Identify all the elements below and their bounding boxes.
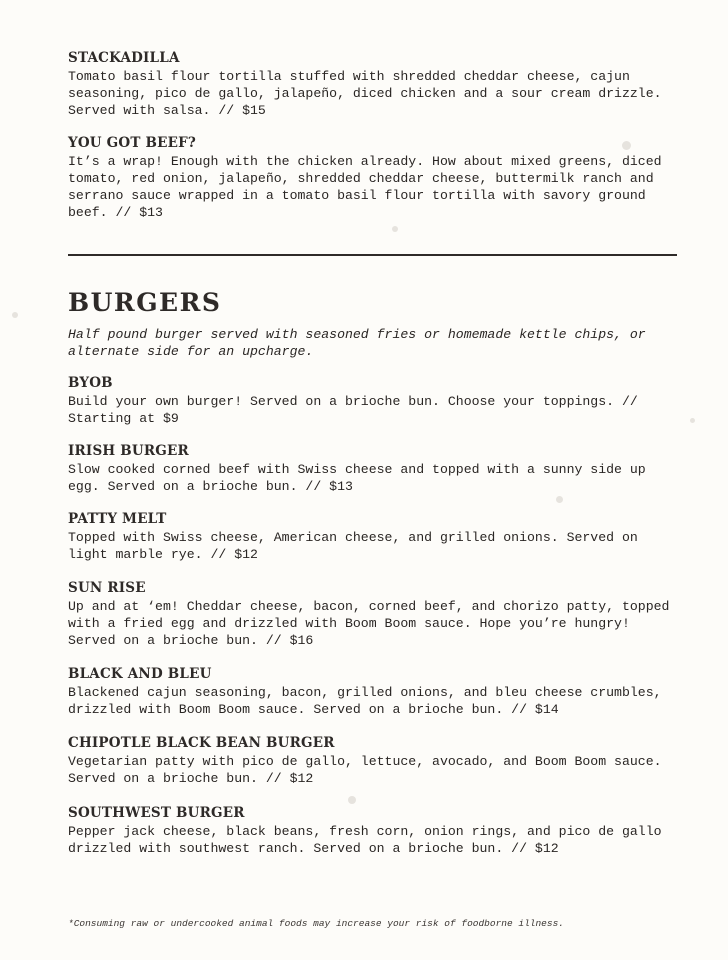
item-name: SOUTHWEST BURGER: [68, 805, 245, 821]
menu-item-sun-rise: [68, 580, 680, 649]
item-description: Vegetarian patty with pico de gallo, lettuce, avocado, and Boom Boom sauce. Served on a brioche bun. // $12: [68, 754, 662, 786]
item-name: BYOB: [68, 375, 113, 391]
menu-item-black-and-bleu: [68, 666, 680, 718]
menu-item-southwest-burger: [68, 805, 680, 857]
menu-item-you-got-beef: [68, 135, 680, 221]
item-description: Build your own burger! Served on a brioche bun. Choose your toppings. // Starting at $9: [68, 394, 638, 426]
item-name: BLACK AND BLEU: [68, 666, 212, 682]
item-name: PATTY MELT: [68, 511, 167, 527]
item-description: Tomato basil flour tortilla stuffed with shredded cheddar cheese, cajun seasoning, pico de gallo, jalapeño, diced chicken and a sour cream drizzle. Served with salsa. // $15: [68, 69, 662, 118]
menu-item-stackadilla: [68, 50, 680, 119]
menu-item-byob: [68, 375, 680, 427]
item-description: Pepper jack cheese, black beans, fresh corn, onion rings, and pico de gallo drizzled with southwest ranch. Served on a brioche bun. // $12: [68, 824, 662, 856]
paper-speck: [12, 312, 18, 318]
paper-speck: [348, 796, 356, 804]
menu-item-patty-melt: [68, 511, 680, 563]
menu-item-irish-burger: [68, 443, 680, 495]
item-name: SUN RISE: [68, 580, 146, 596]
item-description: Slow cooked corned beef with Swiss cheese and topped with a sunny side up egg. Served on a brioche bun. // $13: [68, 462, 646, 494]
item-description: Topped with Swiss cheese, American cheese, and grilled onions. Served on light marble rye. // $12: [68, 530, 638, 562]
item-description: Up and at ‘em! Cheddar cheese, bacon, corned beef, and chorizo patty, topped with a fried egg and drizzled with Boom Boom sauce. Hope you’re hungry! Served on a brioche bun. // $16: [68, 599, 670, 648]
item-description: It’s a wrap! Enough with the chicken already. How about mixed greens, diced tomato, red onion, jalapeño, shredded cheddar cheese, buttermilk ranch and serrano sauce wrapped in a tomato basil flour tortilla with savory ground beef. // $13: [68, 154, 662, 220]
menu-item-chipotle-black-bean-burger: [68, 735, 680, 787]
item-name: CHIPOTLE BLACK BEAN BURGER: [68, 735, 335, 751]
section-title-burgers: BURGERS: [68, 288, 222, 317]
footnote-disclaimer: *Consuming raw or undercooked animal foods may increase your risk of foodborne illness.: [68, 918, 564, 929]
item-description: Blackened cajun seasoning, bacon, grilled onions, and bleu cheese crumbles, drizzled with Boom Boom sauce. Served on a brioche bun. // $14: [68, 685, 662, 717]
paper-speck: [690, 418, 695, 423]
paper-speck: [556, 496, 563, 503]
section-subtitle: Half pound burger served with seasoned fries or homemade kettle chips, or alternate side for an upcharge.: [68, 327, 646, 359]
item-name: IRISH BURGER: [68, 443, 189, 459]
item-name: STACKADILLA: [68, 50, 180, 66]
paper-speck: [392, 226, 398, 232]
section-divider: [68, 254, 677, 256]
item-name: YOU GOT BEEF?: [68, 135, 196, 151]
